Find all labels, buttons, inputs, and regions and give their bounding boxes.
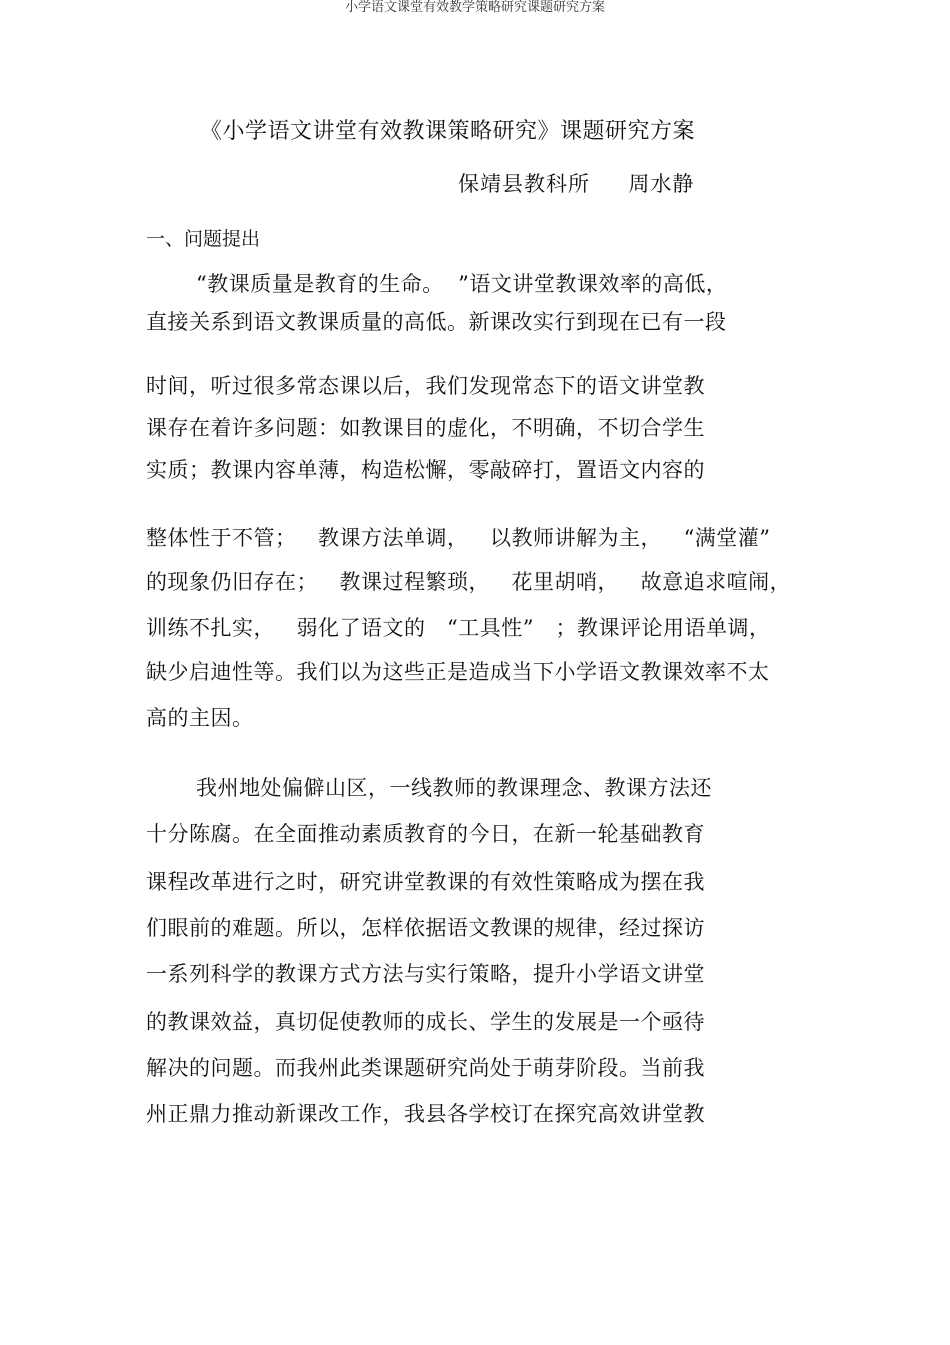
paragraph-line: 实质；教课内容单薄，构造松懈，零敲碎打，置语文内容的 [146,458,705,482]
paragraph-line: 缺少启迪性等。我们以为这些正是造成当下小学语文教课效率不太 [146,660,770,684]
paragraph-line: 时间，听过很多常态课以后，我们发现常态下的语文讲堂教 [146,374,705,398]
running-header: 小学语文课堂有效教学策略研究课题研究方案 [344,0,605,15]
paragraph-line: 训练不扎实， 弱化了语文的 “工具性” ；教课评论用语单调， [146,616,771,640]
paragraph-line: 的教课效益，真切促使教师的成长、学生的发展是一个亟待 [146,1010,705,1034]
paragraph-line: 直接关系到语文教课质量的高低。新课改实行到现在已有一段 [146,310,727,334]
paragraph-line: 课程改革进行之时，研究讲堂教课的有效性策略成为摆在我 [146,870,705,894]
author-line: 保靖县教科所 周水静 [458,172,695,196]
paragraph-line: “教课质量是教育的生命。 ”语文讲堂教课效率的高低， [196,272,728,296]
paragraph-line: 十分陈腐。在全面推动素质教育的今日，在新一轮基础教育 [146,822,705,846]
paragraph-line: 课存在着许多问题：如教课目的虚化，不明确，不切合学生 [146,416,705,440]
document-title: 《小学语文讲堂有效教课策略研究》课题研究方案 [200,119,696,144]
paragraph-line: 整体性于不管； 教课方法单调， 以教师讲解为主， “满堂灌” [146,526,771,550]
paragraph-line: 们眼前的难题。所以，怎样依据语文教课的规律，经过探访 [146,916,705,940]
paragraph-line: 一系列科学的教课方式方法与实行策略，提升小学语文讲堂 [146,962,705,986]
paragraph-line: 高的主因。 [146,706,254,730]
paragraph-line: 解决的问题。而我州此类课题研究尚处于萌芽阶段。当前我 [146,1056,705,1080]
paragraph-line: 的现象仍旧存在； 教课过程繁琐， 花里胡哨， 故意追求喧闹， [146,570,792,594]
paragraph-line: 州正鼎力推动新课改工作，我县各学校订在探究高效讲堂教 [146,1102,705,1126]
paragraph-line: 我州地处偏僻山区，一线教师的教课理念、教课方法还 [196,776,712,800]
section-heading: 一、问题提出 [146,228,261,250]
